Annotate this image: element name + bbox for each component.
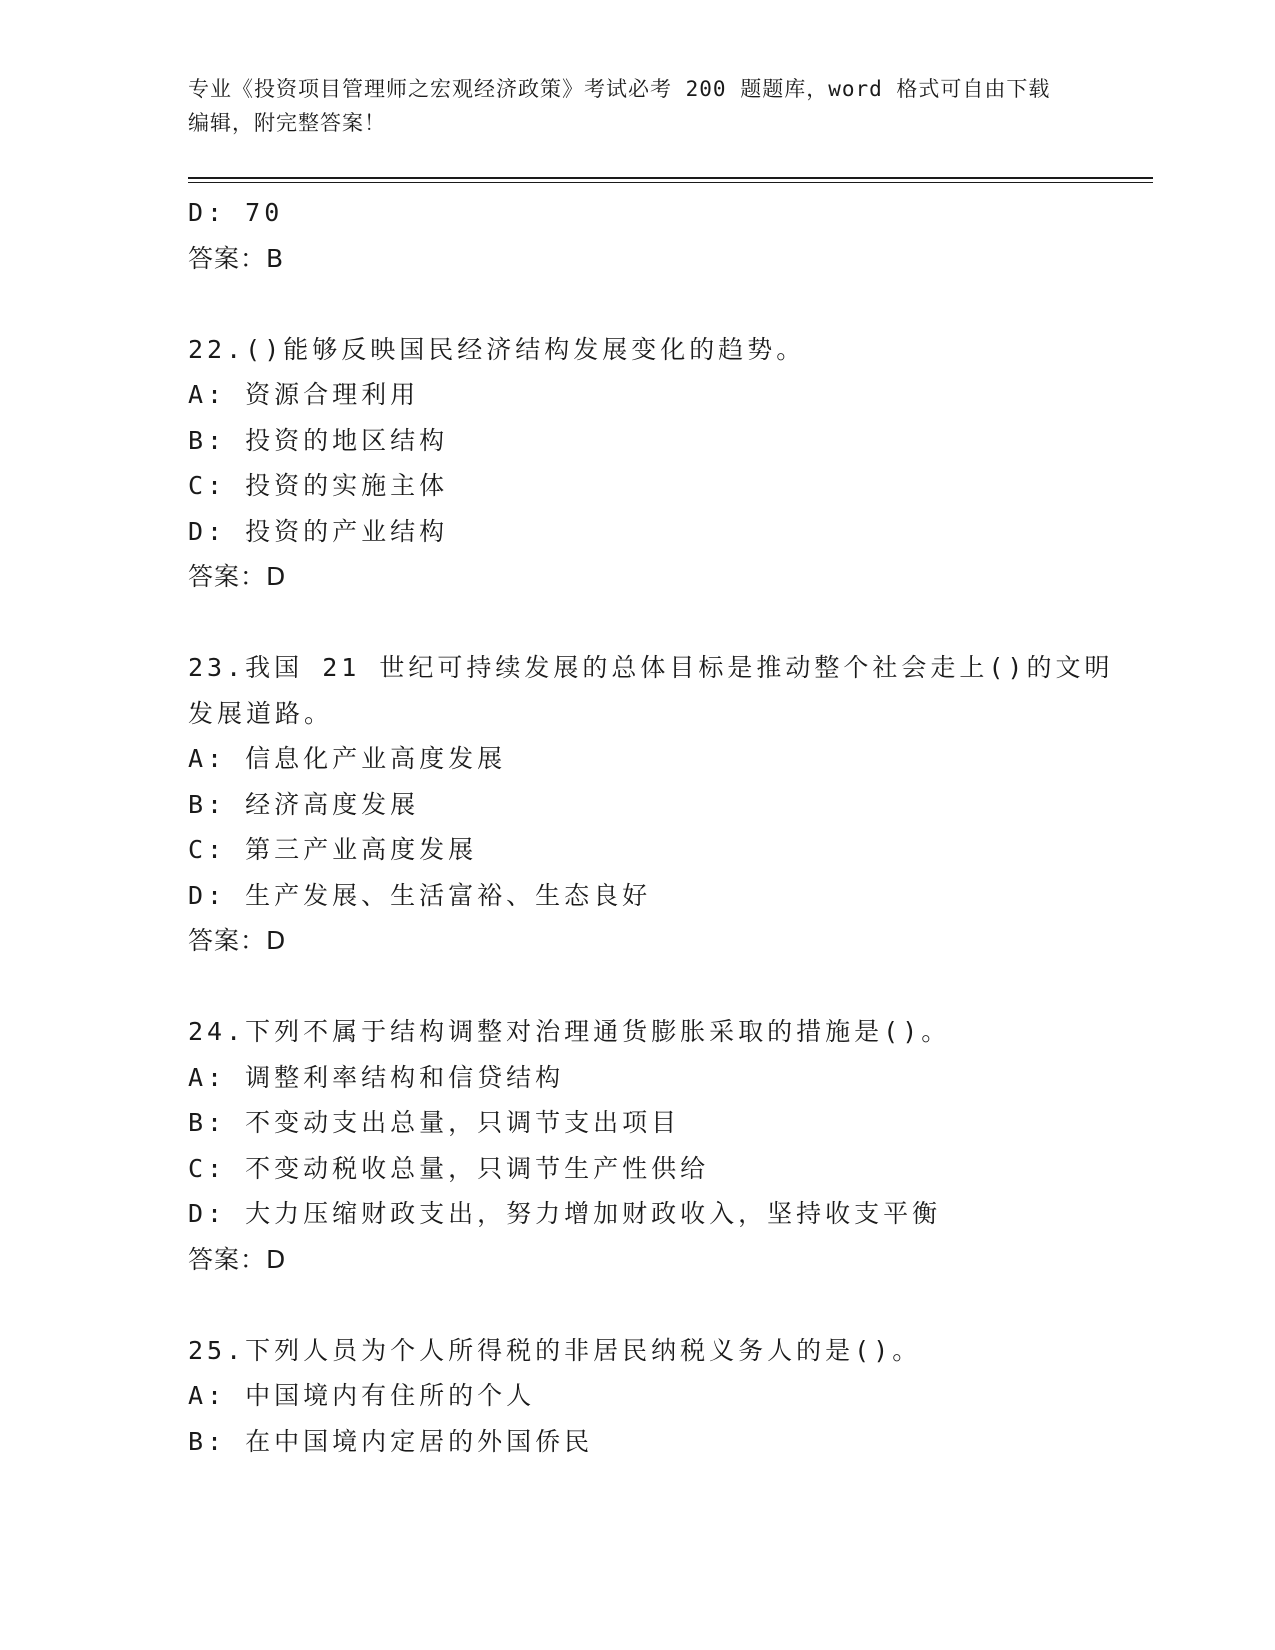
option-d: D: 生产发展、生活富裕、生态良好 bbox=[188, 880, 652, 910]
question-stem: 22.()能够反映国民经济结构发展变化的趋势。 bbox=[188, 334, 806, 364]
option-a: A: 中国境内有住所的个人 bbox=[188, 1381, 536, 1410]
answer: 答案：D bbox=[188, 1244, 287, 1274]
question-25 bbox=[188, 1328, 1068, 1465]
option-b: B: 在中国境内定居的外国侨民 bbox=[188, 1426, 594, 1456]
question-stem-line-1: 23.我国 21 世纪可持续发展的总体目标是推动整个社会走上()的文明 bbox=[188, 653, 1114, 682]
question-23 bbox=[188, 645, 1114, 964]
question-22 bbox=[188, 327, 1068, 600]
option-a: A: 资源合理利用 bbox=[188, 380, 420, 409]
answer: 答案：D bbox=[188, 926, 287, 955]
answer: 答案：B bbox=[188, 243, 285, 273]
option-c: C: 第三产业高度发展 bbox=[188, 835, 478, 864]
previous-question-tail bbox=[188, 190, 1068, 281]
option-d: D: 大力压缩财政支出，努力增加财政收入，坚持收支平衡 bbox=[188, 1199, 942, 1228]
question-stem-line-2: 发展道路。 bbox=[188, 698, 334, 728]
question-stem: 25.下列人员为个人所得税的非居民纳税义务人的是()。 bbox=[188, 1335, 922, 1365]
option-a: A: 调整利率结构和信贷结构 bbox=[188, 1062, 565, 1092]
header-divider-thin bbox=[188, 182, 1153, 183]
document-header: 专业《投资项目管理师之宏观经济政策》考试必考 200 题题库，word 格式可自由下载编辑，附完整答案！ bbox=[188, 77, 1051, 135]
question-stem: 24.下列不属于结构调整对治理通货膨胀采取的措施是()。 bbox=[188, 1017, 951, 1046]
header-divider-thick bbox=[188, 177, 1153, 179]
option-b: B: 投资的地区结构 bbox=[188, 425, 449, 455]
answer: 答案：D bbox=[188, 562, 287, 591]
option-d: D: 70 bbox=[188, 198, 284, 227]
question-list bbox=[188, 190, 1114, 1464]
option-c: C: 投资的实施主体 bbox=[188, 471, 449, 500]
option-c: C: 不变动税收总量，只调节生产性供给 bbox=[188, 1153, 710, 1183]
option-d: D: 投资的产业结构 bbox=[188, 516, 449, 546]
option-b: B: 经济高度发展 bbox=[188, 789, 420, 819]
option-b: B: 不变动支出总量，只调节支出项目 bbox=[188, 1108, 681, 1137]
question-24 bbox=[188, 1009, 1068, 1282]
option-a: A: 信息化产业高度发展 bbox=[188, 744, 507, 773]
